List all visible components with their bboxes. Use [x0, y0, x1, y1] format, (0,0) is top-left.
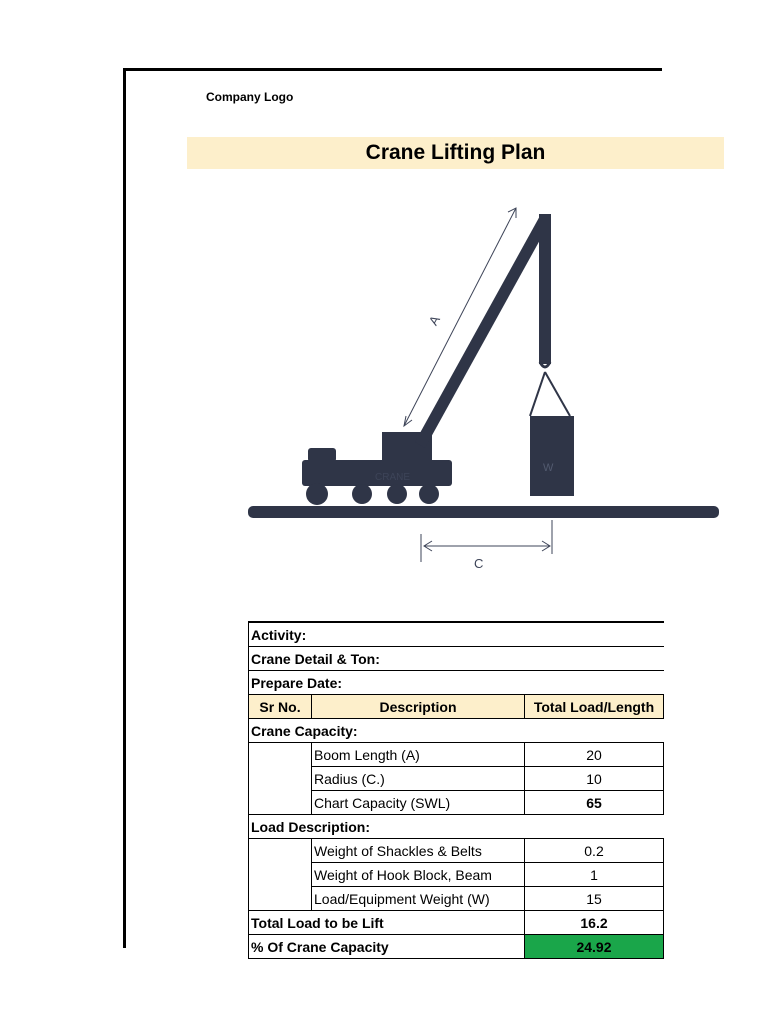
row-description: Boom Length (A): [312, 743, 525, 767]
table-row: [249, 839, 664, 863]
wheel: [419, 484, 439, 504]
wheel: [387, 484, 407, 504]
load-block: [530, 416, 574, 496]
hoist-line: [539, 214, 551, 364]
crane-diagram: [240, 190, 730, 580]
sling-left: [530, 372, 545, 416]
total-load-label: Total Load to be Lift: [249, 911, 525, 935]
load-description-label: Load Description:: [249, 815, 664, 839]
sheet-border-top: [123, 68, 662, 71]
row-description: Weight of Shackles & Belts: [312, 839, 525, 863]
lifting-plan-table: [248, 621, 664, 959]
table-row: [249, 791, 664, 815]
dimension-a-label: A: [425, 312, 443, 328]
prepare-date-label: Prepare Date:: [249, 671, 664, 695]
row-value: 65: [525, 791, 664, 815]
load-label: W: [543, 462, 554, 474]
dimension-a-line: [404, 208, 516, 426]
header-total: Total Load/Length: [525, 695, 664, 719]
row-value: 1: [525, 863, 664, 887]
percent-capacity-label: % Of Crane Capacity: [249, 935, 525, 959]
page-title: Crane Lifting Plan: [365, 141, 546, 164]
wheel: [306, 483, 328, 505]
table-row: [249, 863, 664, 887]
percent-capacity-value: 24.92: [525, 935, 664, 959]
crane-cab: [308, 448, 336, 462]
row-description: Radius (C.): [312, 767, 525, 791]
wheel: [352, 484, 372, 504]
activity-label: Activity:: [249, 622, 664, 647]
row-value: 15: [525, 887, 664, 911]
row-description: Load/Equipment Weight (W): [312, 887, 525, 911]
header-description: Description: [312, 695, 525, 719]
table-row: [249, 887, 664, 911]
company-logo: Company Logo: [206, 90, 294, 104]
crane-detail-label: Crane Detail & Ton:: [249, 647, 664, 671]
sling-right: [545, 372, 570, 416]
table-row: [249, 767, 664, 791]
header-sr-no: Sr No.: [249, 695, 312, 719]
row-value: 10: [525, 767, 664, 791]
table-row: [249, 743, 664, 767]
crane-label: CRANE: [375, 472, 411, 483]
row-value: 20: [525, 743, 664, 767]
row-description: Chart Capacity (SWL): [312, 791, 525, 815]
ground-beam: [248, 506, 719, 518]
crane-capacity-label: Crane Capacity:: [249, 719, 664, 743]
total-load-value: 16.2: [525, 911, 664, 935]
row-description: Weight of Hook Block, Beam: [312, 863, 525, 887]
sheet-border-left: [123, 68, 126, 948]
dimension-c-label: C: [474, 556, 484, 571]
title-band: [187, 137, 724, 169]
row-value: 0.2: [525, 839, 664, 863]
